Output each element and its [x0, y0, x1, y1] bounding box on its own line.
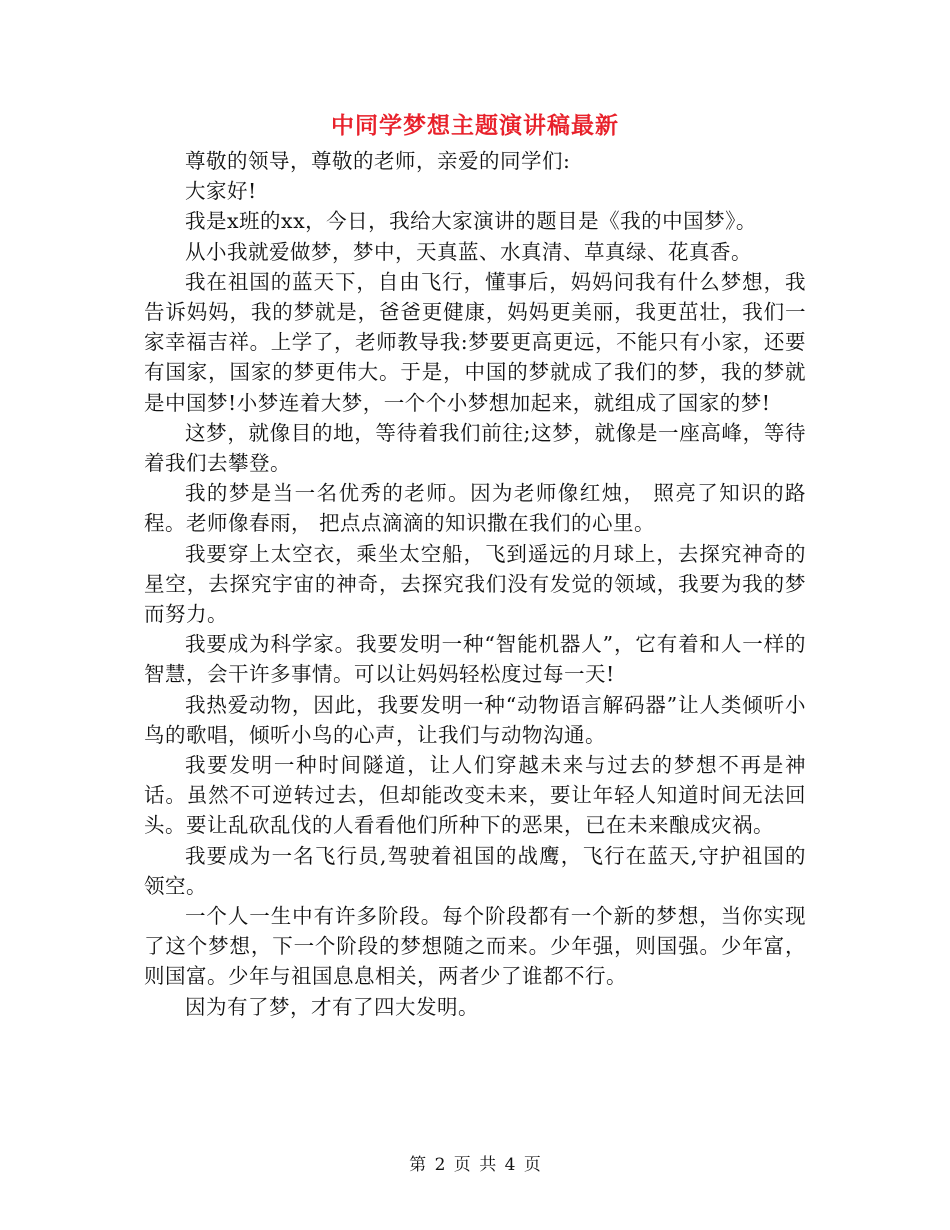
- paragraph: 因为有了梦，才有了四大发明。: [185, 994, 479, 1019]
- paragraph-salutation: 尊敬的领导，尊敬的老师，亲爱的同学们:: [185, 149, 571, 173]
- paragraph: 从小我就爱做梦，梦中，天真蓝、水真清、草真绿、花真香。: [185, 239, 752, 264]
- paragraph: 我的梦是当一名优秀的老师。因为老师像红烛， 照亮了知识的路程。老师像春雨， 把点点滴滴的知识撒在我们的心里。: [144, 481, 806, 536]
- page-number-footer: 第 2 页 共 4 页: [409, 1155, 541, 1175]
- paragraph-introduction: 我是x班的xx，今日，我给大家演讲的题目是《我的中国梦》。: [185, 209, 757, 234]
- paragraph: 我要成为一名飞行员,驾驶着祖国的战鹰，飞行在蓝天,守护祖国的领空。: [144, 843, 806, 898]
- paragraph: 我要成为科学家。我要发明一种“智能机器人”，它有着和人一样的智慧，会干许多事情。可以让妈妈轻松度过每一天!: [144, 632, 806, 687]
- document-body: [144, 146, 806, 1022]
- paragraph: 这梦，就像目的地，等待着我们前往;这梦，就像是一座高峰，等待着我们去攀登。: [144, 420, 806, 476]
- paragraph-greeting: 大家好!: [185, 179, 257, 204]
- paragraph: 我热爱动物，因此，我要发明一种“动物语言解码器”让人类倾听小鸟的歌唱，倾听小鸟的心声，让我们与动物沟通。: [144, 692, 806, 747]
- document-title: 中同学梦想主题演讲稿最新: [331, 112, 619, 139]
- paragraph: 我要发明一种时间隧道，让人们穿越未来与过去的梦想不再是神话。虽然不可逆转过去，但却能改变未来，要让年轻人知道时间无法回头。要让乱砍乱伐的人看看他们所种下的恶果，已在未来酿成灾祸。: [144, 753, 806, 838]
- paragraph: 我要穿上太空衣，乘坐太空船，飞到遥远的月球上，去探究神奇的星空，去探究宇宙的神奇，去探究我们没有发觉的领域，我要为我的梦而努力。: [144, 541, 806, 627]
- paragraph: 我在祖国的蓝天下，自由飞行，懂事后，妈妈问我有什么梦想，我告诉妈妈，我的梦就是，爸爸更健康，妈妈更美丽，我更茁壮，我们一家幸福吉祥。上学了，老师教导我:梦要更高更远，不能只有小家，还要有国家，国家的梦更伟大。于是，中国的梦就成了我们的梦，我的梦就是中国梦!小梦连着大梦，一个个小梦想加起来，就组成了国家的梦!: [144, 269, 806, 415]
- paragraph: 一个人一生中有许多阶段。每个阶段都有一个新的梦想，当你实现了这个梦想，下一个阶段的梦想随之而来。少年强，则国强。少年富，则国富。少年与祖国息息相关，两者少了谁都不行。: [144, 904, 806, 989]
